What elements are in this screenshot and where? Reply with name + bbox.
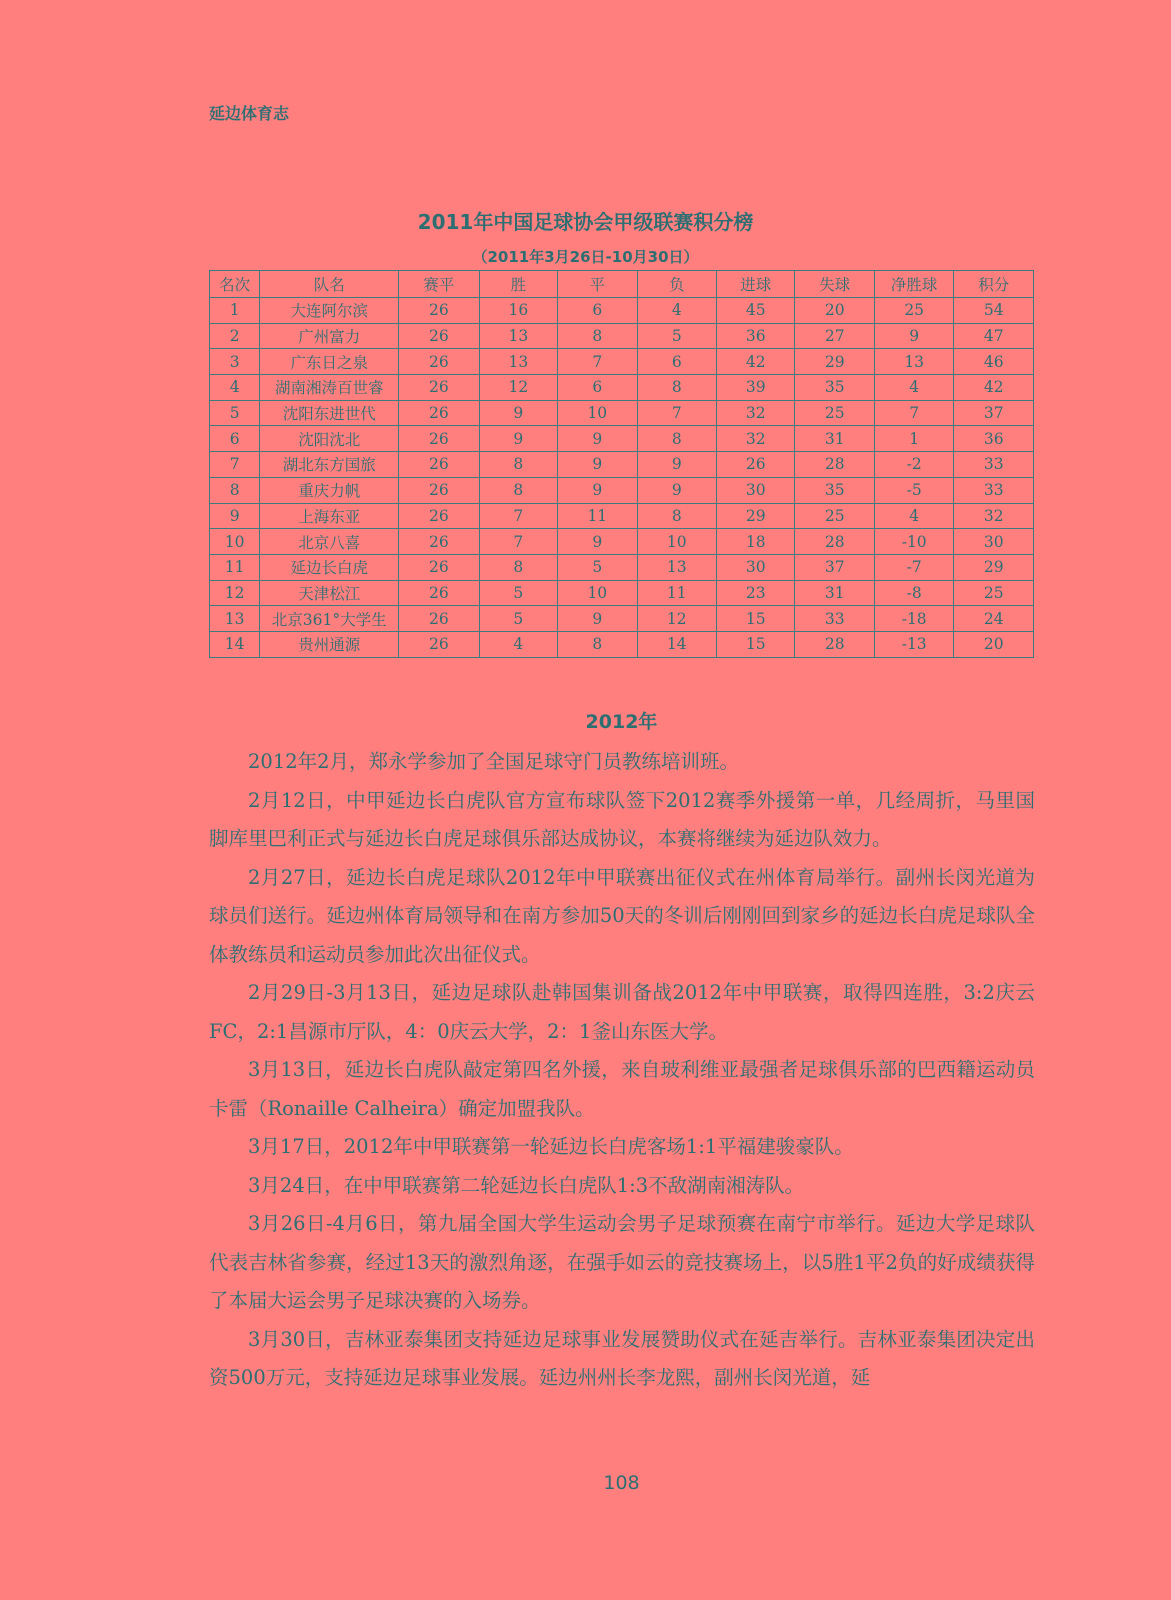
table-cell: 36	[954, 426, 1034, 452]
table-cell: 32	[954, 503, 1034, 529]
table-cell: 6	[558, 375, 637, 401]
table-cell: 8	[558, 323, 637, 349]
table-row	[210, 298, 1034, 324]
table-cell: 6	[558, 298, 637, 324]
table-cell: 26	[399, 400, 479, 426]
col-header-played: 赛平	[399, 271, 479, 298]
table-cell: -5	[874, 477, 953, 503]
table-cell: 沈阳东进世代	[260, 400, 399, 426]
table-cell: 14	[637, 631, 716, 657]
table-cell: 湖北东方国旅	[260, 452, 399, 478]
table-cell: -7	[874, 554, 953, 580]
book-title: 延边体育志	[209, 104, 290, 123]
table-cell: 18	[717, 529, 795, 555]
table-cell: 47	[954, 323, 1034, 349]
table-cell: 广东日之泉	[260, 349, 399, 375]
col-header-team: 队名	[260, 271, 399, 298]
table-cell: 9	[558, 606, 637, 632]
table-cell: 11	[637, 580, 716, 606]
col-header-goals-against: 失球	[795, 271, 874, 298]
paragraph: 2月12日，中甲延边长白虎队官方宣布球队签下2012赛季外援第一单，几经周折，马里国脚库里巴利正式与延边长白虎足球俱乐部达成协议，本赛将继续为延边队效力。	[209, 788, 1035, 850]
table-row	[210, 400, 1034, 426]
table-cell: 9	[558, 426, 637, 452]
table-cell: 26	[399, 426, 479, 452]
table-cell: 天津松江	[260, 580, 399, 606]
table-cell: -18	[874, 606, 953, 632]
table-cell: 4	[874, 375, 953, 401]
table-cell: 28	[795, 452, 874, 478]
table-cell: 8	[637, 426, 716, 452]
table-cell: 42	[717, 349, 795, 375]
table-row	[210, 323, 1034, 349]
table-cell: 广州富力	[260, 323, 399, 349]
table-cell: 上海东亚	[260, 503, 399, 529]
table-cell: 26	[399, 375, 479, 401]
table-row	[210, 452, 1034, 478]
table-cell: 29	[795, 349, 874, 375]
table-cell: 4	[874, 503, 953, 529]
table-cell: 54	[954, 298, 1034, 324]
table-cell: 26	[399, 298, 479, 324]
table-row	[210, 580, 1034, 606]
table-cell: 延边长白虎	[260, 554, 399, 580]
table-cell: 26	[399, 631, 479, 657]
table-cell: 26	[399, 580, 479, 606]
table-cell: 重庆力帆	[260, 477, 399, 503]
table-cell: 42	[954, 375, 1034, 401]
page-number: 108	[603, 1472, 640, 1494]
table-cell: 26	[399, 349, 479, 375]
table-cell: 10	[558, 400, 637, 426]
table-cell: 28	[795, 529, 874, 555]
standings-table	[209, 270, 1034, 658]
table-row	[210, 477, 1034, 503]
paragraph: 3月24日，在中甲联赛第二轮延边长白虎队1:3不敌湖南湘涛队。	[248, 1173, 805, 1197]
table-cell: 23	[717, 580, 795, 606]
table-cell: 4	[210, 375, 260, 401]
paragraph: 3月30日，吉林亚泰集团支持延边足球事业发展赞助仪式在延吉举行。吉林亚泰集团决定出资500万元，支持延边足球事业发展。延边州州长李龙熙，副州长闵光道，延	[209, 1327, 1035, 1389]
table-cell: 9	[558, 529, 637, 555]
table-cell: 10	[210, 529, 260, 555]
table-cell: 13	[637, 554, 716, 580]
table-cell: 28	[795, 631, 874, 657]
table-cell: 26	[399, 606, 479, 632]
col-header-draws: 平	[558, 271, 637, 298]
table-cell: 9	[558, 477, 637, 503]
table-cell: 31	[795, 580, 874, 606]
table-cell: 26	[399, 452, 479, 478]
paragraph: 2012年2月，郑永学参加了全国足球守门员教练培训班。	[248, 750, 740, 773]
table-cell: 1	[874, 426, 953, 452]
table-cell: 11	[558, 503, 637, 529]
paragraph: 2月29日-3月13日，延边足球队赴韩国集训备战2012年中甲联赛，取得四连胜，3:2庆云FC，2:1昌源市厅队，4：0庆云大学，2：1釜山东医大学。	[209, 981, 1035, 1043]
table-cell: 6	[637, 349, 716, 375]
table-cell: 10	[637, 529, 716, 555]
table-cell: 12	[637, 606, 716, 632]
table-cell: 33	[954, 477, 1034, 503]
table-cell: 13	[479, 323, 557, 349]
table-cell: 33	[954, 452, 1034, 478]
table-cell: 25	[795, 503, 874, 529]
table-cell: 39	[717, 375, 795, 401]
table-cell: 29	[954, 554, 1034, 580]
table-cell: 32	[717, 426, 795, 452]
paragraph: 3月13日，延边长白虎队敲定第四名外援，来自玻利维亚最强者足球俱乐部的巴西籍运动员卡雷（Ronaille Calheira）确定加盟我队。	[209, 1058, 1035, 1120]
table-cell: 5	[558, 554, 637, 580]
table-cell: 26	[399, 554, 479, 580]
paragraph: 3月26日-4月6日，第九届全国大学生运动会男子足球预赛在南宁市举行。延边大学足球队代表吉林省参赛，经过13天的激烈角逐，在强手如云的竞技赛场上，以5胜1平2负的好成绩获得了本届大运会男子足球决赛的入场券。	[209, 1212, 1035, 1312]
table-cell: 32	[717, 400, 795, 426]
table-cell: 14	[210, 631, 260, 657]
table-cell: 26	[399, 477, 479, 503]
table-row	[210, 503, 1034, 529]
table-cell: 9	[210, 503, 260, 529]
table-cell: -8	[874, 580, 953, 606]
table-cell: 15	[717, 631, 795, 657]
table-row	[210, 554, 1034, 580]
table-cell: 26	[399, 529, 479, 555]
col-header-goals-for: 进球	[717, 271, 795, 298]
table-cell: 7	[558, 349, 637, 375]
table-cell: 35	[795, 477, 874, 503]
table-cell: 8	[637, 503, 716, 529]
table-cell: 15	[717, 606, 795, 632]
table-header-row	[210, 271, 1034, 298]
table-cell: 9	[637, 452, 716, 478]
table-cell: 9	[874, 323, 953, 349]
table-row	[210, 426, 1034, 452]
table-cell: 37	[795, 554, 874, 580]
table-cell: 5	[637, 323, 716, 349]
table-cell: 4	[637, 298, 716, 324]
table-row	[210, 631, 1034, 657]
table-cell: 45	[717, 298, 795, 324]
table-cell: 5	[479, 580, 557, 606]
body-text	[209, 743, 1035, 1398]
table-cell: 8	[558, 631, 637, 657]
table-cell: 8	[210, 477, 260, 503]
table-cell: 30	[954, 529, 1034, 555]
table-cell: 湖南湘涛百世睿	[260, 375, 399, 401]
table-cell: 26	[399, 323, 479, 349]
table-cell: 7	[637, 400, 716, 426]
table-cell: 9	[479, 426, 557, 452]
table-cell: 北京八喜	[260, 529, 399, 555]
table-row	[210, 375, 1034, 401]
table-cell: 9	[479, 400, 557, 426]
table-cell: 3	[210, 349, 260, 375]
table-cell: 12	[479, 375, 557, 401]
table-cell: 4	[479, 631, 557, 657]
table-cell: 2	[210, 323, 260, 349]
col-header-rank: 名次	[210, 271, 260, 298]
table-cell: 13	[874, 349, 953, 375]
table-subtitle: （2011年3月26日-10月30日）	[472, 248, 699, 266]
table-cell: 7	[874, 400, 953, 426]
table-cell: 5	[479, 606, 557, 632]
table-cell: 36	[717, 323, 795, 349]
table-cell: 7	[210, 452, 260, 478]
table-cell: 35	[795, 375, 874, 401]
table-cell: 30	[717, 477, 795, 503]
table-cell: 24	[954, 606, 1034, 632]
table-cell: 12	[210, 580, 260, 606]
table-cell: 20	[954, 631, 1034, 657]
table-cell: 30	[717, 554, 795, 580]
table-row	[210, 606, 1034, 632]
table-cell: 8	[479, 452, 557, 478]
table-cell: 大连阿尔滨	[260, 298, 399, 324]
table-cell: 9	[637, 477, 716, 503]
table-cell: 25	[795, 400, 874, 426]
table-cell: 10	[558, 580, 637, 606]
table-cell: -2	[874, 452, 953, 478]
table-cell: 27	[795, 323, 874, 349]
table-cell: 5	[210, 400, 260, 426]
table-cell: 北京361°大学生	[260, 606, 399, 632]
table-cell: -10	[874, 529, 953, 555]
table-title: 2011年中国足球协会甲级联赛积分榜	[417, 210, 754, 234]
table-row	[210, 349, 1034, 375]
table-cell: 26	[717, 452, 795, 478]
table-cell: 20	[795, 298, 874, 324]
table-cell: 13	[210, 606, 260, 632]
table-cell: 8	[637, 375, 716, 401]
table-cell: 11	[210, 554, 260, 580]
paragraph: 3月17日，2012年中甲联赛第一轮延边长白虎客场1:1平福建骏豪队。	[248, 1135, 854, 1158]
table-cell: 25	[954, 580, 1034, 606]
table-cell: -13	[874, 631, 953, 657]
table-cell: 9	[558, 452, 637, 478]
table-cell: 29	[717, 503, 795, 529]
table-cell: 37	[954, 400, 1034, 426]
table-cell: 8	[479, 554, 557, 580]
table-row	[210, 529, 1034, 555]
table-cell: 26	[399, 503, 479, 529]
table-cell: 16	[479, 298, 557, 324]
col-header-losses: 负	[637, 271, 716, 298]
table-cell: 7	[479, 503, 557, 529]
table-cell: 46	[954, 349, 1034, 375]
table-cell: 6	[210, 426, 260, 452]
col-header-points: 积分	[954, 271, 1034, 298]
table-cell: 沈阳沈北	[260, 426, 399, 452]
section-heading-2012: 2012年	[585, 711, 658, 733]
table-cell: 25	[874, 298, 953, 324]
col-header-goal-diff: 净胜球	[874, 271, 953, 298]
table-cell: 7	[479, 529, 557, 555]
table-cell: 8	[479, 477, 557, 503]
paragraph: 2月27日，延边长白虎足球队2012年中甲联赛出征仪式在州体育局举行。副州长闵光道为球员们送行。延边州体育局领导和在南方参加50天的冬训后刚刚回到家乡的延边长白虎足球队全体教练员和运动员参加此次出征仪式。	[209, 865, 1035, 966]
table-cell: 1	[210, 298, 260, 324]
col-header-wins: 胜	[479, 271, 557, 298]
table-cell: 贵州通源	[260, 631, 399, 657]
table-cell: 31	[795, 426, 874, 452]
table-cell: 33	[795, 606, 874, 632]
table-cell: 13	[479, 349, 557, 375]
